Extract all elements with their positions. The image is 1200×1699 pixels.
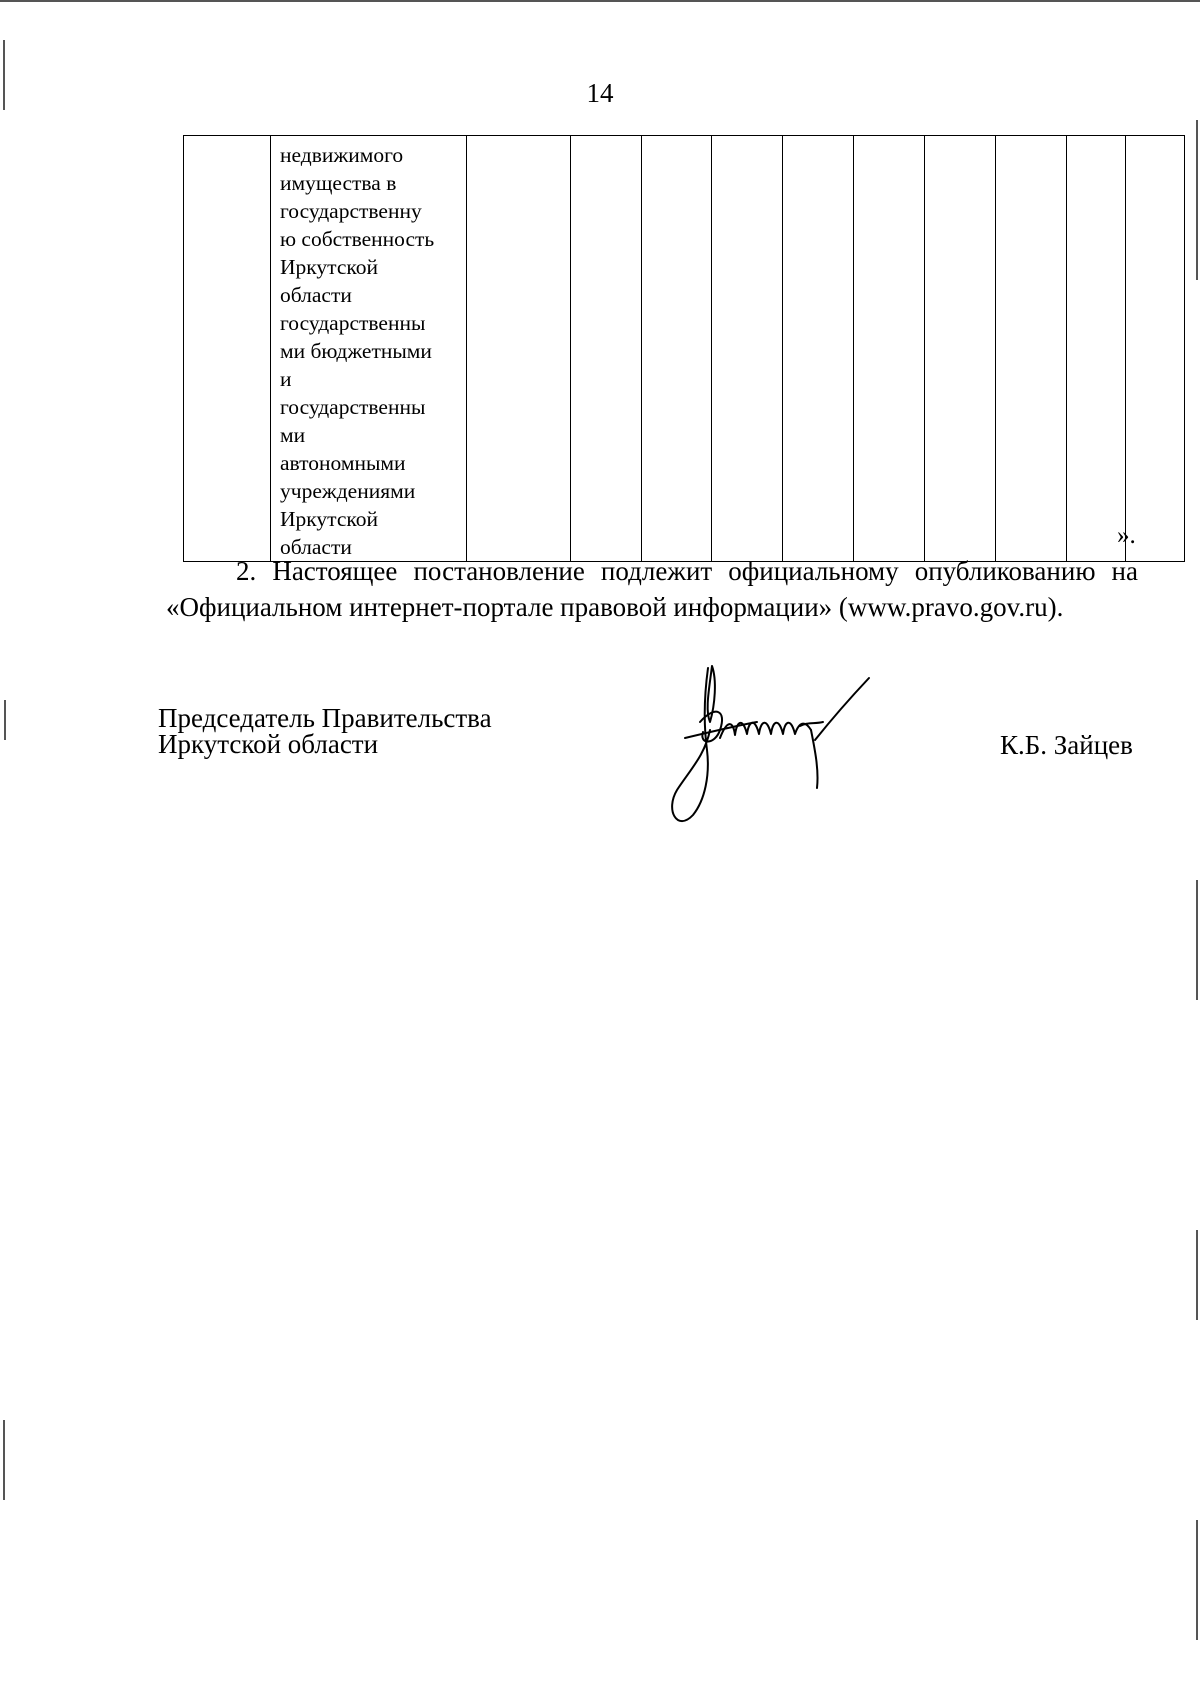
table-cell [783, 136, 854, 562]
scan-edge-line [1196, 1520, 1198, 1640]
table-cell [1126, 136, 1185, 562]
table-cell [854, 136, 925, 562]
table-row [184, 136, 1185, 562]
scan-edge-line [1196, 120, 1198, 280]
page-number: 14 [586, 78, 614, 108]
table-cell-name [271, 136, 467, 562]
table-cell [467, 136, 571, 562]
table-cell-number [184, 136, 271, 562]
property-table [183, 135, 1185, 562]
publication-paragraph: 2. Настоящее постановление подлежит официальному опубликованию на «Официальном интернет-портале правовой информации» (www.pravo.gov.ru). [166, 556, 1138, 622]
scan-edge-line [4, 700, 6, 740]
table-cell-text: недвижимого имущества в государственну ю собственность Иркутской области государственны ми бюджетными и государственны ми автономными учреждениями Иркутской области [280, 143, 435, 559]
closing-quote: ». [1117, 522, 1136, 549]
scan-edge-line [0, 0, 1200, 2]
scan-edge-line [3, 1420, 5, 1500]
signatory-title: Председатель Правительства Иркутской области [158, 703, 492, 759]
table-cell [642, 136, 712, 562]
table-cell [925, 136, 996, 562]
table-cell [996, 136, 1067, 562]
scan-edge-line [1196, 880, 1198, 1000]
table-cell [1067, 136, 1126, 562]
table-cell [712, 136, 783, 562]
scan-edge-line [1196, 1230, 1198, 1320]
handwritten-signature [665, 660, 930, 840]
table-cell [571, 136, 642, 562]
signatory-name: К.Б. Зайцев [1000, 730, 1133, 760]
